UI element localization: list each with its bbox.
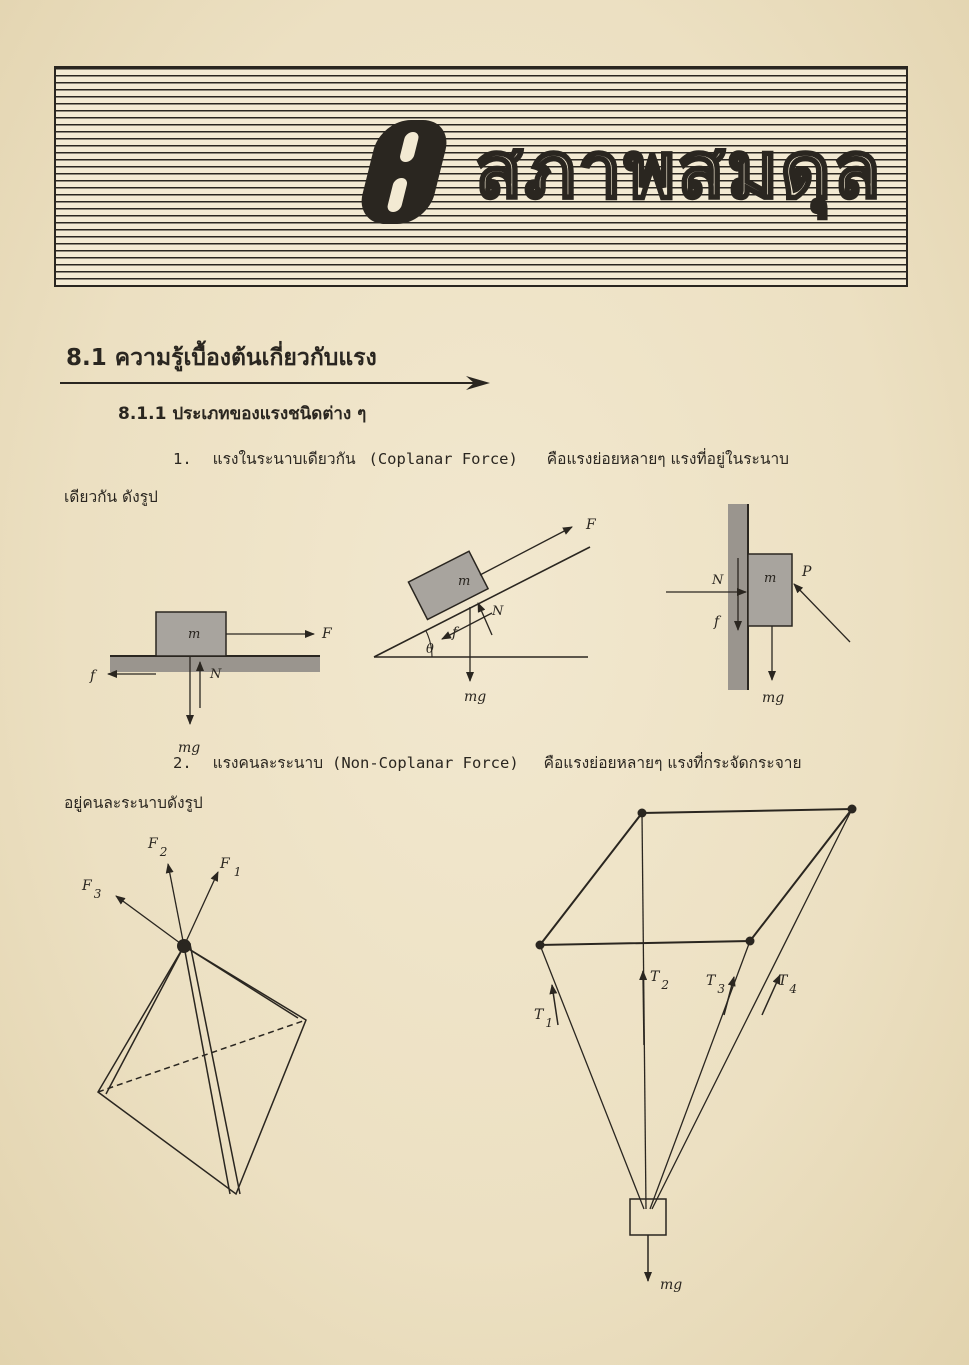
item2-line bbox=[173, 750, 802, 775]
label-normal: N bbox=[712, 573, 724, 588]
label-force: F bbox=[322, 626, 332, 642]
item1-number: 1. bbox=[173, 450, 192, 468]
label-t1: T 1 bbox=[534, 1007, 553, 1030]
item1-continuation: เดียวกัน ดังรูป bbox=[64, 488, 158, 506]
item2-definition: คือแรงย่อยหลายๆ แรงที่กระจัดกระจาย bbox=[543, 754, 802, 772]
item2-thai-term: แรงคนละระนาบ bbox=[212, 754, 324, 772]
label-t2: T 2 bbox=[650, 969, 669, 992]
subsection-title: 8.1.1 ประเภทของแรงชนิดต่าง ๆ bbox=[118, 404, 367, 424]
label-weight: mg bbox=[762, 690, 785, 706]
label-push: P bbox=[802, 564, 812, 580]
chapter-title: สภาพสมดุล bbox=[475, 126, 883, 216]
label-f1: F 1 bbox=[220, 856, 242, 879]
label-weight: mg bbox=[464, 689, 487, 705]
label-mass: m bbox=[188, 627, 201, 642]
figure-hanging-mass bbox=[520, 795, 870, 1295]
label-friction: f bbox=[452, 625, 458, 641]
item1-english-term: (Coplanar Force) bbox=[368, 450, 518, 468]
section-underline bbox=[60, 376, 490, 390]
item2-number: 2. bbox=[173, 754, 192, 772]
figure-wall-block bbox=[660, 500, 880, 715]
figure-tripod-forces bbox=[80, 830, 330, 1200]
section-title: 8.1 ความรู้เบื้องต้นเกี่ยวกับแรง bbox=[66, 345, 377, 371]
hanging-mass-box bbox=[630, 1199, 666, 1235]
label-friction: f bbox=[90, 668, 96, 684]
label-friction: f bbox=[714, 614, 720, 630]
item2-english-term: (Non-Coplanar Force) bbox=[332, 754, 519, 772]
label-f3: F 3 bbox=[82, 878, 102, 901]
item1-thai-term: แรงในระนาบเดียวกัน bbox=[212, 450, 356, 468]
label-t4: T 4 bbox=[778, 973, 797, 996]
chapter-number-badge bbox=[348, 116, 458, 228]
label-angle: θ bbox=[426, 642, 434, 657]
label-t3: T 3 bbox=[706, 973, 725, 996]
label-normal: N bbox=[210, 667, 222, 682]
item1-definition: คือแรงย่อยหลายๆ แรงที่อยู่ในระนาบ bbox=[546, 450, 789, 468]
figure-horizontal-block bbox=[80, 600, 340, 760]
label-weight: mg bbox=[660, 1277, 683, 1293]
label-normal: N bbox=[492, 604, 504, 619]
chapter-number-graphic bbox=[348, 116, 458, 228]
item1-line bbox=[173, 446, 789, 471]
label-f2: F 2 bbox=[148, 836, 168, 859]
item2-continuation: อยู่คนละระนาบดังรูป bbox=[64, 794, 203, 812]
label-mass: m bbox=[764, 571, 777, 586]
block-mass bbox=[748, 554, 792, 626]
figure-incline-block bbox=[370, 515, 610, 710]
label-weight: mg bbox=[178, 740, 201, 756]
label-mass: m bbox=[458, 574, 471, 589]
label-force: F bbox=[586, 517, 596, 533]
